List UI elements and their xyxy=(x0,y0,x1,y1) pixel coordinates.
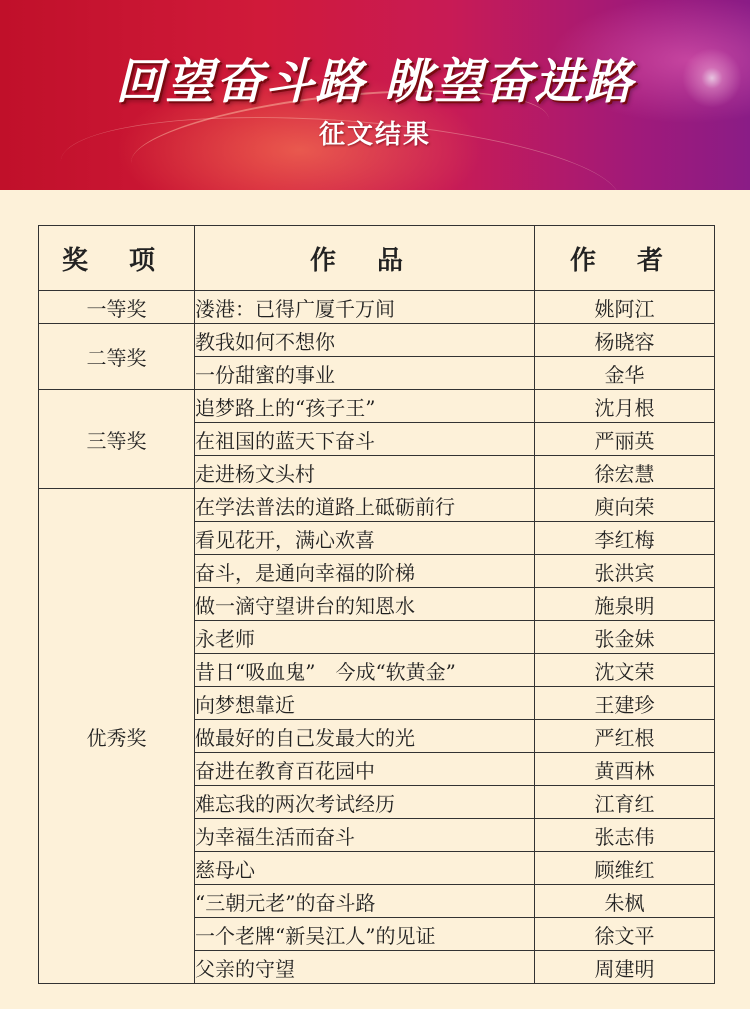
author-cell: 张金妹 xyxy=(535,621,715,654)
results-body xyxy=(39,291,715,984)
table-header-row xyxy=(39,226,715,291)
page-subtitle: 征文结果 xyxy=(318,120,431,150)
work-title-cell: 父亲的守望 xyxy=(195,951,535,984)
work-title-cell: “三朝元老”的奋斗路 xyxy=(195,885,535,918)
work-title-cell: 看见花开，满心欢喜 xyxy=(195,522,535,555)
author-cell: 周建明 xyxy=(535,951,715,984)
author-cell: 金华 xyxy=(535,357,715,390)
work-title-cell: 做最好的自己发最大的光 xyxy=(195,720,535,753)
award-level-cell: 一等奖 xyxy=(39,291,195,324)
author-cell: 严丽英 xyxy=(535,423,715,456)
author-cell: 朱枫 xyxy=(535,885,715,918)
work-title-cell: 在祖国的蓝天下奋斗 xyxy=(195,423,535,456)
work-title-cell: 永老师 xyxy=(195,621,535,654)
column-header-award: 奖 项 xyxy=(39,226,195,291)
work-title-cell: 奋进在教育百花园中 xyxy=(195,753,535,786)
work-title-cell: 追梦路上的“孩子王” xyxy=(195,390,535,423)
author-cell: 姚阿江 xyxy=(535,291,715,324)
work-title-cell: 难忘我的两次考试经历 xyxy=(195,786,535,819)
author-cell: 沈文荣 xyxy=(535,654,715,687)
work-title-cell: 为幸福生活而奋斗 xyxy=(195,819,535,852)
award-level-cell: 三等奖 xyxy=(39,390,195,489)
work-title-cell: 做一滴守望讲台的知恩水 xyxy=(195,588,535,621)
page-title: 回望奋斗路 眺望奋进路 xyxy=(115,54,635,110)
author-cell: 严红根 xyxy=(535,720,715,753)
header-banner xyxy=(0,0,750,190)
work-title-cell: 向梦想靠近 xyxy=(195,687,535,720)
author-cell: 施泉明 xyxy=(535,588,715,621)
author-cell: 李红梅 xyxy=(535,522,715,555)
author-cell: 顾维红 xyxy=(535,852,715,885)
table-row xyxy=(39,489,715,522)
award-level-cell: 二等奖 xyxy=(39,324,195,390)
table-row xyxy=(39,324,715,357)
work-title-cell: 奋斗，是通向幸福的阶梯 xyxy=(195,555,535,588)
author-cell: 王建珍 xyxy=(535,687,715,720)
author-cell: 沈月根 xyxy=(535,390,715,423)
column-header-author: 作 者 xyxy=(535,226,715,291)
author-cell: 徐宏慧 xyxy=(535,456,715,489)
author-cell: 杨晓容 xyxy=(535,324,715,357)
work-title-cell: 走进杨文头村 xyxy=(195,456,535,489)
table-row xyxy=(39,291,715,324)
award-level-cell: 优秀奖 xyxy=(39,489,195,984)
author-cell: 徐文平 xyxy=(535,918,715,951)
work-title-cell: 昔日“吸血鬼” 今成“软黄金” xyxy=(195,654,535,687)
table-row xyxy=(39,390,715,423)
work-title-cell: 溇港：已得广厦千万间 xyxy=(195,291,535,324)
work-title-cell: 一个老牌“新吴江人”的见证 xyxy=(195,918,535,951)
column-header-work: 作 品 xyxy=(195,226,535,291)
author-cell: 张洪宾 xyxy=(535,555,715,588)
work-title-cell: 在学法普法的道路上砥砺前行 xyxy=(195,489,535,522)
author-cell: 黄酉林 xyxy=(535,753,715,786)
author-cell: 庾向荣 xyxy=(535,489,715,522)
work-title-cell: 慈母心 xyxy=(195,852,535,885)
work-title-cell: 教我如何不想你 xyxy=(195,324,535,357)
author-cell: 江育红 xyxy=(535,786,715,819)
author-cell: 张志伟 xyxy=(535,819,715,852)
work-title-cell: 一份甜蜜的事业 xyxy=(195,357,535,390)
results-table xyxy=(38,225,715,984)
